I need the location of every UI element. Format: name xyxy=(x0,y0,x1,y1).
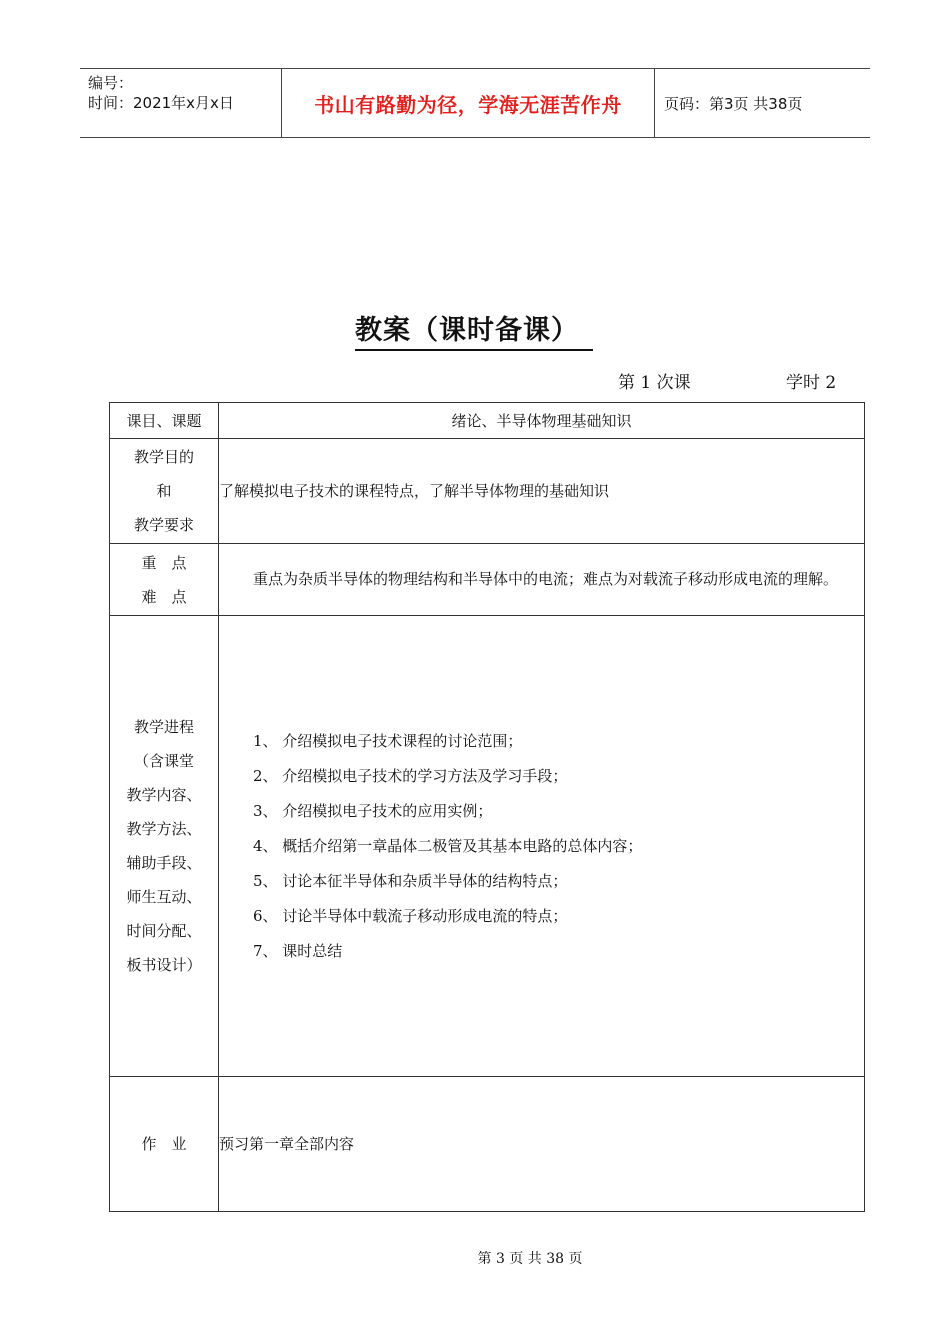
list-item: 1、 介绍模拟电子技术课程的讨论范围； xyxy=(253,731,523,750)
process-label-line: 教学方法、 xyxy=(126,820,202,838)
process-label-line: 师生互动、 xyxy=(126,888,202,906)
lesson-hours: 学时 2 xyxy=(786,373,837,393)
key-label xyxy=(110,544,219,616)
goal-label-line: 和 xyxy=(156,482,172,500)
goal-label xyxy=(110,439,219,544)
list-item: 7、 课时总结 xyxy=(253,941,343,960)
list-item: 3、 介绍模拟电子技术的应用实例； xyxy=(253,801,493,820)
process-label-line: 教学内容、 xyxy=(126,786,202,804)
list-item: 6、 讨论半导体中载流子移动形成电流的特点； xyxy=(253,906,568,925)
homework-value: 预习第一章全部内容 xyxy=(219,1077,865,1212)
page-title: 教案（课时备课） xyxy=(355,308,593,351)
goal-label-line: 教学目的 xyxy=(133,448,194,466)
goal-value: 了解模拟电子技术的课程特点，了解半导体物理的基础知识 xyxy=(219,439,865,544)
header-time: 时间：2021年x月x日 xyxy=(88,94,234,112)
process-value xyxy=(219,616,865,1077)
header-motto: 书山有路勤为径，学海无涯苦作舟 xyxy=(314,92,622,117)
homework-label: 作 业 xyxy=(110,1077,219,1212)
lesson-plan-table xyxy=(109,402,865,1212)
list-item: 4、 概括介绍第一章晶体二极管及其基本电路的总体内容； xyxy=(253,836,643,855)
subject-value: 绪论、半导体物理基础知识 xyxy=(219,403,865,439)
table-row xyxy=(110,616,865,1077)
key-value: 重点为杂质半导体的物理结构和半导体中的电流；难点为对载流子移动形成电流的理解。 xyxy=(219,544,865,616)
process-label-line: 时间分配、 xyxy=(126,922,202,940)
header-number: 编号： xyxy=(88,74,134,92)
process-label-line: 辅助手段、 xyxy=(126,854,202,872)
page-footer: 第 3 页 共 38 页 xyxy=(477,1251,583,1267)
header-divider xyxy=(654,69,655,137)
lesson-number: 第 1 次课 xyxy=(618,373,691,393)
subject-label: 课目、课题 xyxy=(110,403,219,439)
process-label-line: 板书设计） xyxy=(126,956,202,974)
process-label-line: 教学进程 xyxy=(133,718,194,736)
header-page-number: 页码：第3页 共38页 xyxy=(664,94,803,113)
key-label-line: 难 点 xyxy=(141,587,187,606)
key-label-line: 重 点 xyxy=(141,553,187,572)
header-meta xyxy=(88,73,284,113)
table-row xyxy=(110,439,865,544)
page-header xyxy=(80,68,870,138)
table-row xyxy=(110,544,865,616)
list-item: 2、 介绍模拟电子技术的学习方法及学习手段； xyxy=(253,766,568,785)
list-item: 5、 讨论本征半导体和杂质半导体的结构特点； xyxy=(253,871,568,890)
table-row xyxy=(110,403,865,439)
process-label xyxy=(110,616,219,1077)
goal-label-line: 教学要求 xyxy=(133,516,194,534)
process-steps-list xyxy=(219,724,864,969)
process-label-line: （含课堂 xyxy=(133,752,194,770)
table-row xyxy=(110,1077,865,1212)
